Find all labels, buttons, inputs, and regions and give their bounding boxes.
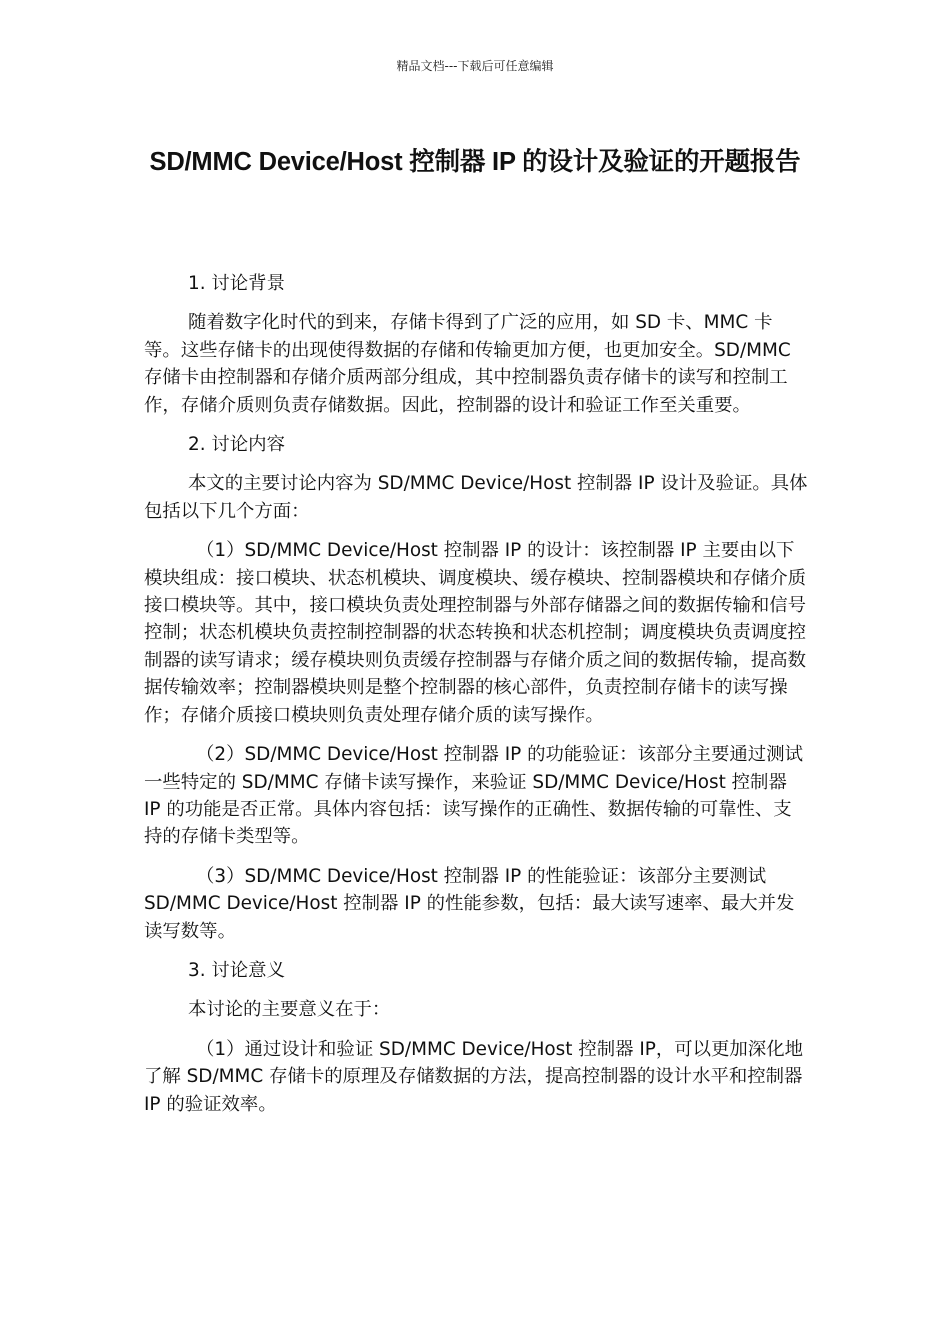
- section-heading-significance: 3. 讨论意义: [188, 959, 285, 981]
- content-intro-paragraph: 本文的主要讨论内容为 SD/MMC Device/Host 控制器 IP 设计及验证。具体包括以下几个方面：: [144, 473, 808, 522]
- significance-item-1: （1）通过设计和验证 SD/MMC Device/Host 控制器 IP，可以更加深化地了解 SD/MMC 存储卡的原理及存储数据的方法，提高控制器的设计水平和控制器 IP 的验证效率。: [144, 1038, 803, 1115]
- section-heading-content: 2. 讨论内容: [188, 434, 285, 456]
- content-item-performance-verification: （3）SD/MMC Device/Host 控制器 IP 的性能验证：该部分主要测试 SD/MMC Device/Host 控制器 IP 的性能参数，包括：最大读写速率、最大并发读写数等。: [144, 865, 795, 942]
- significance-intro-paragraph: 本讨论的主要意义在于：: [188, 999, 391, 1021]
- document-title: SD/MMC Device/Host 控制器 IP 的设计及验证的开题报告: [149, 148, 801, 176]
- document-body: [144, 270, 808, 1130]
- background-paragraph: 随着数字化时代的到来，存储卡得到了广泛的应用，如 SD 卡、MMC 卡等。这些存储卡的出现使得数据的存储和传输更加方便，也更加安全。SD/MMC 存储卡由控制器和存储介质两部分组成，其中控制器负责存储卡的读写和控制工作，存储介质则负责存储数据。因此，控制器的设计和验证工作至关重要。: [144, 312, 791, 416]
- content-item-function-verification: （2）SD/MMC Device/Host 控制器 IP 的功能验证：该部分主要通过测试一些特定的 SD/MMC 存储卡读写操作，来验证 SD/MMC Device/Host 控制器 IP 的功能是否正常。具体内容包括：读写操作的正确性、数据传输的可靠性、支持的存储卡类型等。: [144, 744, 803, 848]
- page-header: 精品文档---下载后可任意编辑: [396, 59, 554, 73]
- section-heading-background: 1. 讨论背景: [188, 273, 285, 294]
- content-item-design: （1）SD/MMC Device/Host 控制器 IP 的设计：该控制器 IP 主要由以下模块组成：接口模块、状态机模块、调度模块、缓存模块、控制器模块和存储介质接口模块等。其中，接口模块负责处理控制器与外部存储器之间的数据传输和信号控制；状态机模块负责控制控制器的状态转换和状态机控制；调度模块负责调度控制器的读写请求；缓存模块则负责缓存控制器与存储介质之间的数据传输，提高数据传输效率；控制器模块则是整个控制器的核心部件，负责控制存储卡的读写操作；存储介质接口模块则负责处理存储介质的读写操作。: [144, 540, 807, 726]
